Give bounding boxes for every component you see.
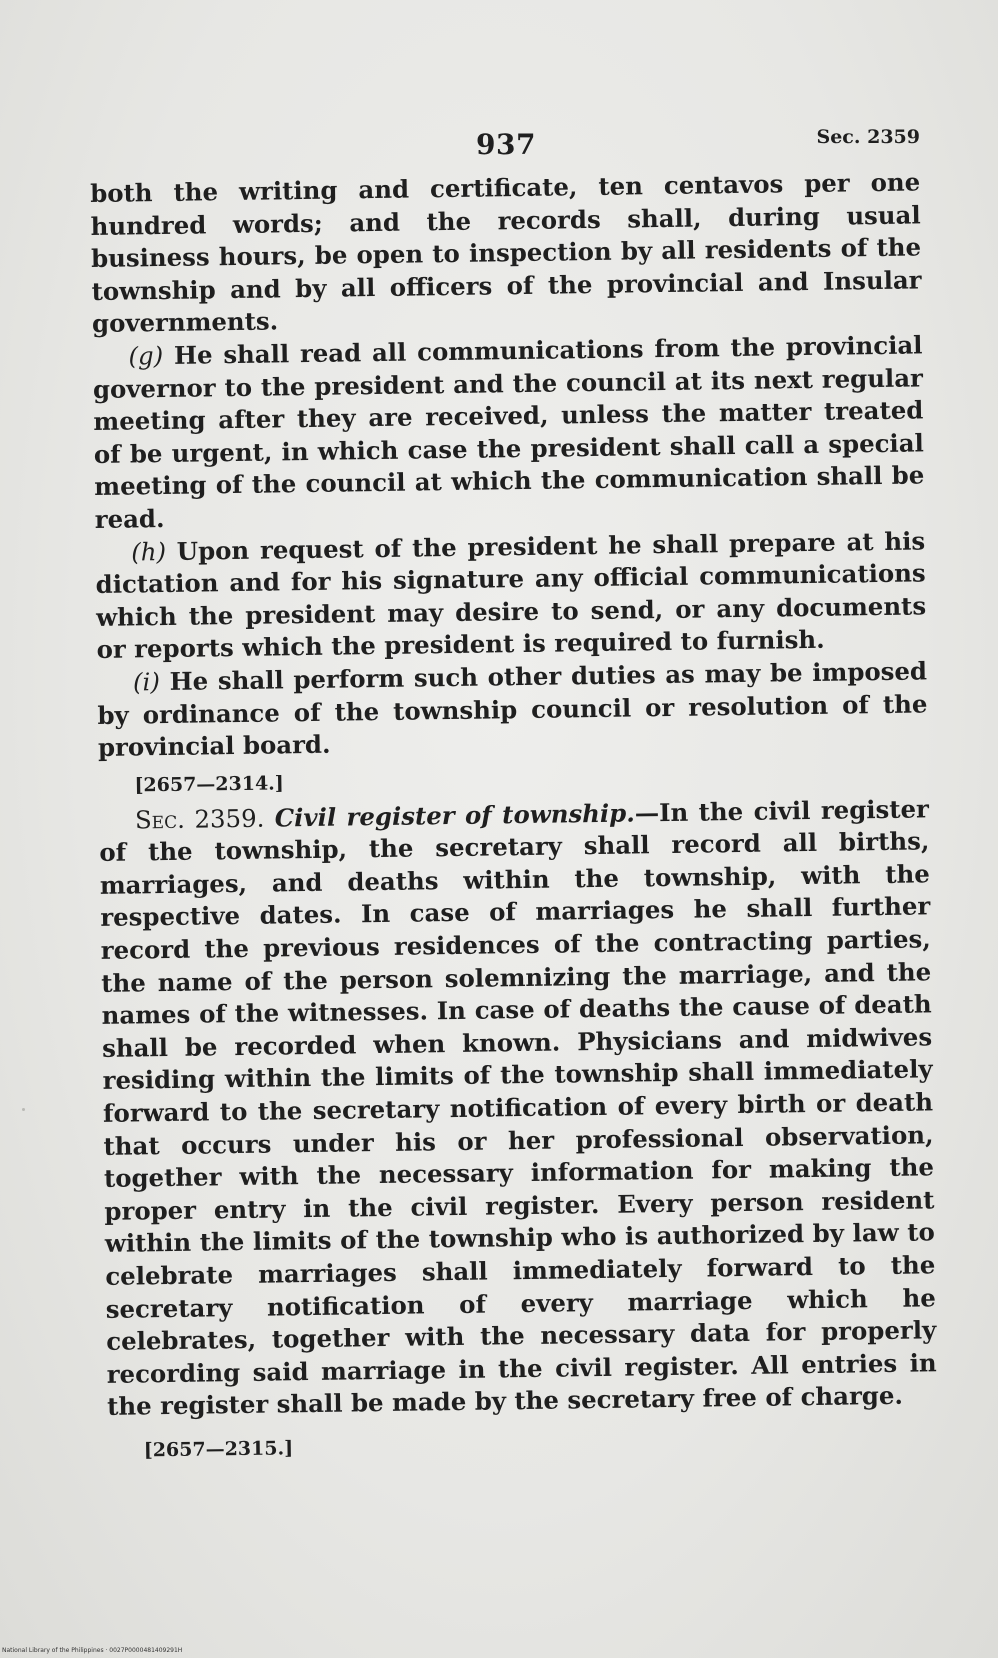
section-text: —In the civil register of the township, the secretary shall record all births, marriages, and deaths within the township, with the respective dates. In case of marriages he shall further record the previous residences of the contracting parties, the name of the person solemnizing the marriage, and the names of the witnesses. In case of deaths the cause of death shall be recorded when known. Physicians and midwives residing within the limits of the township shall immediately forward to the secretary notification of every birth or death that occurs under his or her professional observation, together with the necessary information for making the proper entry in the civil register. Every person resident within the limits of the township who is authorized by law to celebrate marriages shall immediately forward to the secretary notification of every marriage which he celebrates, together with the necessary data for properly recording said marriage in the civil register. All entries in the register shall be made by the secretary free of charge. — [99, 794, 937, 1422]
clause-text-g: He shall read all communications from the provincial governor to the president and the council at its next regular meeting after they are received, unless the matter treated of be urgent, in which case the president shall call a special meeting of the council at which the communication shall be read. — [92, 330, 925, 534]
citation-2314: [2657—2314.] — [134, 772, 284, 797]
section-label: Sec. 2359. — [134, 803, 265, 835]
clause-text-h: Upon request of the president he shall prepare at his dictation and for his signature any official communications which the president may desire to send, or any documents or reports which the president is required to furnish. — [95, 525, 927, 665]
paragraph-section-2359 — [99, 793, 938, 1424]
clause-label-h: (h) — [131, 536, 167, 566]
page-number: 937 — [476, 128, 536, 161]
clause-label-g: (g) — [128, 340, 164, 371]
paragraph-clause-h — [95, 525, 927, 667]
clause-label-i: (i) — [132, 666, 161, 697]
citation-2315: [2657—2315.] — [143, 1437, 294, 1462]
paper-speck — [22, 1108, 25, 1111]
scan-footer: National Library of the Philippines · 0027P0000481409291H — [2, 1647, 183, 1654]
clause-text-i: He shall perform such other duties as may be imposed by ordinance of the township council or resolution of the provincial board. — [97, 656, 928, 763]
paragraph-clause-g — [92, 329, 925, 536]
paragraph-clause-i — [97, 655, 928, 764]
paragraph-continuation: both the writing and certificate, ten centavos per one hundred words; and the records shall, during usual business hours, be open to inspection by all residents of the township and by all officers of the provincial and Insular governments. — [90, 167, 922, 339]
body-text — [90, 166, 938, 1469]
section-reference-header: Sec. 2359 — [816, 126, 920, 148]
section-title: Civil register of township. — [274, 798, 635, 833]
